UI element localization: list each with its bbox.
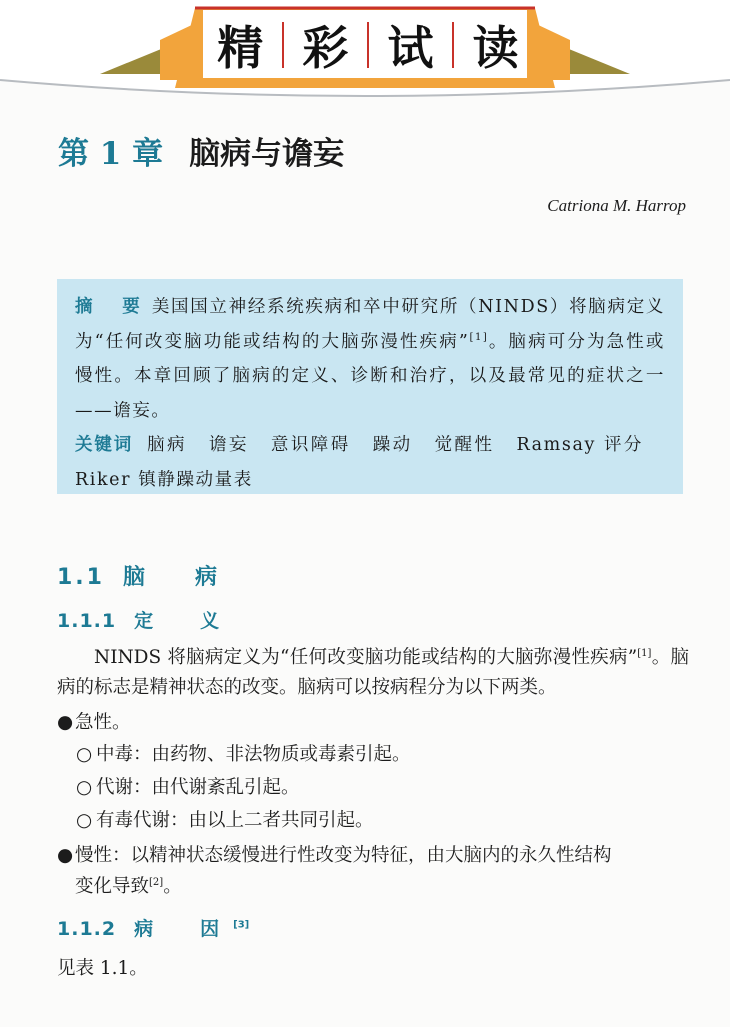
banner-divider bbox=[452, 22, 454, 68]
banner-char: 精 bbox=[217, 21, 264, 75]
list-item-text: 。 bbox=[163, 876, 182, 897]
chapter-title: 脑病与谵妄 bbox=[189, 136, 345, 172]
abstract-body: 美国国立神经系统疾病和卒中研究所（NINDS）将脑病定义为“任何改变脑功能或结构的大脑弥漫性疾病” bbox=[75, 297, 666, 352]
section-number: 1.1 bbox=[57, 565, 105, 590]
section-title: 脑 病 bbox=[122, 565, 231, 590]
preview-banner bbox=[0, 0, 730, 112]
subsection-heading bbox=[57, 606, 233, 633]
citation-ref: [2] bbox=[149, 876, 164, 888]
list-item-chronic-cont bbox=[75, 871, 182, 903]
keyword: 谵妄 bbox=[208, 435, 249, 455]
subsection-number: 1.1.1 bbox=[57, 610, 117, 632]
banner-char: 试 bbox=[387, 21, 434, 75]
banner-char: 彩 bbox=[302, 21, 349, 75]
list-item-text: 急性。 bbox=[75, 712, 131, 733]
paragraph-text: NINDS 将脑病定义为“任何改变脑功能或结构的大脑弥漫性疾病” bbox=[94, 647, 638, 668]
definition-paragraph bbox=[57, 643, 689, 703]
subsection-number: 1.1.2 bbox=[57, 918, 117, 940]
citation-ref: [1] bbox=[637, 647, 652, 659]
keywords-line bbox=[75, 428, 665, 497]
section-heading bbox=[57, 560, 231, 591]
abstract-label: 摘 要 bbox=[75, 297, 146, 317]
list-item-text: 有毒代谢：由以上二者共同引起。 bbox=[96, 810, 374, 831]
table-reference: 见表 1.1。 bbox=[57, 958, 148, 979]
abstract-body-cont: 。脑病可分为急性或慢性。本章回顾了脑病的定义、诊断和治疗，以及最常见的症状之一——谵妄。 bbox=[75, 331, 665, 421]
list-item-acute bbox=[57, 707, 131, 739]
list-item-text: 变化导致 bbox=[75, 876, 150, 897]
list-item-text: 代谢：由代谢紊乱引起。 bbox=[96, 777, 300, 798]
banner-divider bbox=[367, 22, 369, 68]
banner-char: 读 bbox=[472, 21, 519, 75]
subsection-title: 定 义 bbox=[134, 610, 234, 632]
abstract-box bbox=[57, 279, 683, 494]
list-subitem bbox=[76, 772, 300, 804]
bullet-icon: ● bbox=[57, 845, 74, 866]
citation-ref: [3] bbox=[233, 919, 250, 931]
chapter-number: 第 1 章 bbox=[58, 136, 164, 172]
bullet-icon: ● bbox=[57, 712, 74, 733]
list-item-chronic bbox=[57, 840, 612, 872]
paragraph-text-cont: 。脑病的标志是精神状态的改变。脑病可以按病程分为以下两类。 bbox=[57, 647, 689, 698]
keywords-label: 关键词 bbox=[75, 435, 134, 455]
banner-divider bbox=[282, 22, 284, 68]
subsection-heading bbox=[57, 914, 249, 941]
circle-bullet-icon: ○ bbox=[76, 744, 93, 765]
circle-bullet-icon: ○ bbox=[76, 777, 93, 798]
circle-bullet-icon: ○ bbox=[76, 810, 93, 831]
keyword: Ramsay 评分 bbox=[516, 435, 644, 455]
chapter-heading bbox=[58, 128, 344, 173]
keyword: 觉醒性 bbox=[434, 435, 495, 455]
list-item-text: 慢性：以精神状态缓慢进行性改变为特征，由大脑内的永久性结构 bbox=[75, 845, 612, 866]
list-subitem bbox=[76, 805, 374, 837]
subsection-title: 病 因 bbox=[134, 918, 234, 940]
citation-ref: [1] bbox=[469, 331, 489, 343]
keyword: 意识障碍 bbox=[270, 435, 351, 455]
chapter-author: Catriona M. Harrop bbox=[547, 196, 686, 215]
list-subitem bbox=[76, 739, 411, 771]
abstract-text bbox=[75, 290, 665, 428]
list-item-text: 中毒：由药物、非法物质或毒素引起。 bbox=[96, 744, 411, 765]
keyword: 躁动 bbox=[372, 435, 413, 455]
keyword: 脑病 bbox=[147, 435, 187, 455]
banner-title bbox=[208, 10, 528, 80]
keyword: Riker 镇静躁动量表 bbox=[75, 469, 253, 490]
